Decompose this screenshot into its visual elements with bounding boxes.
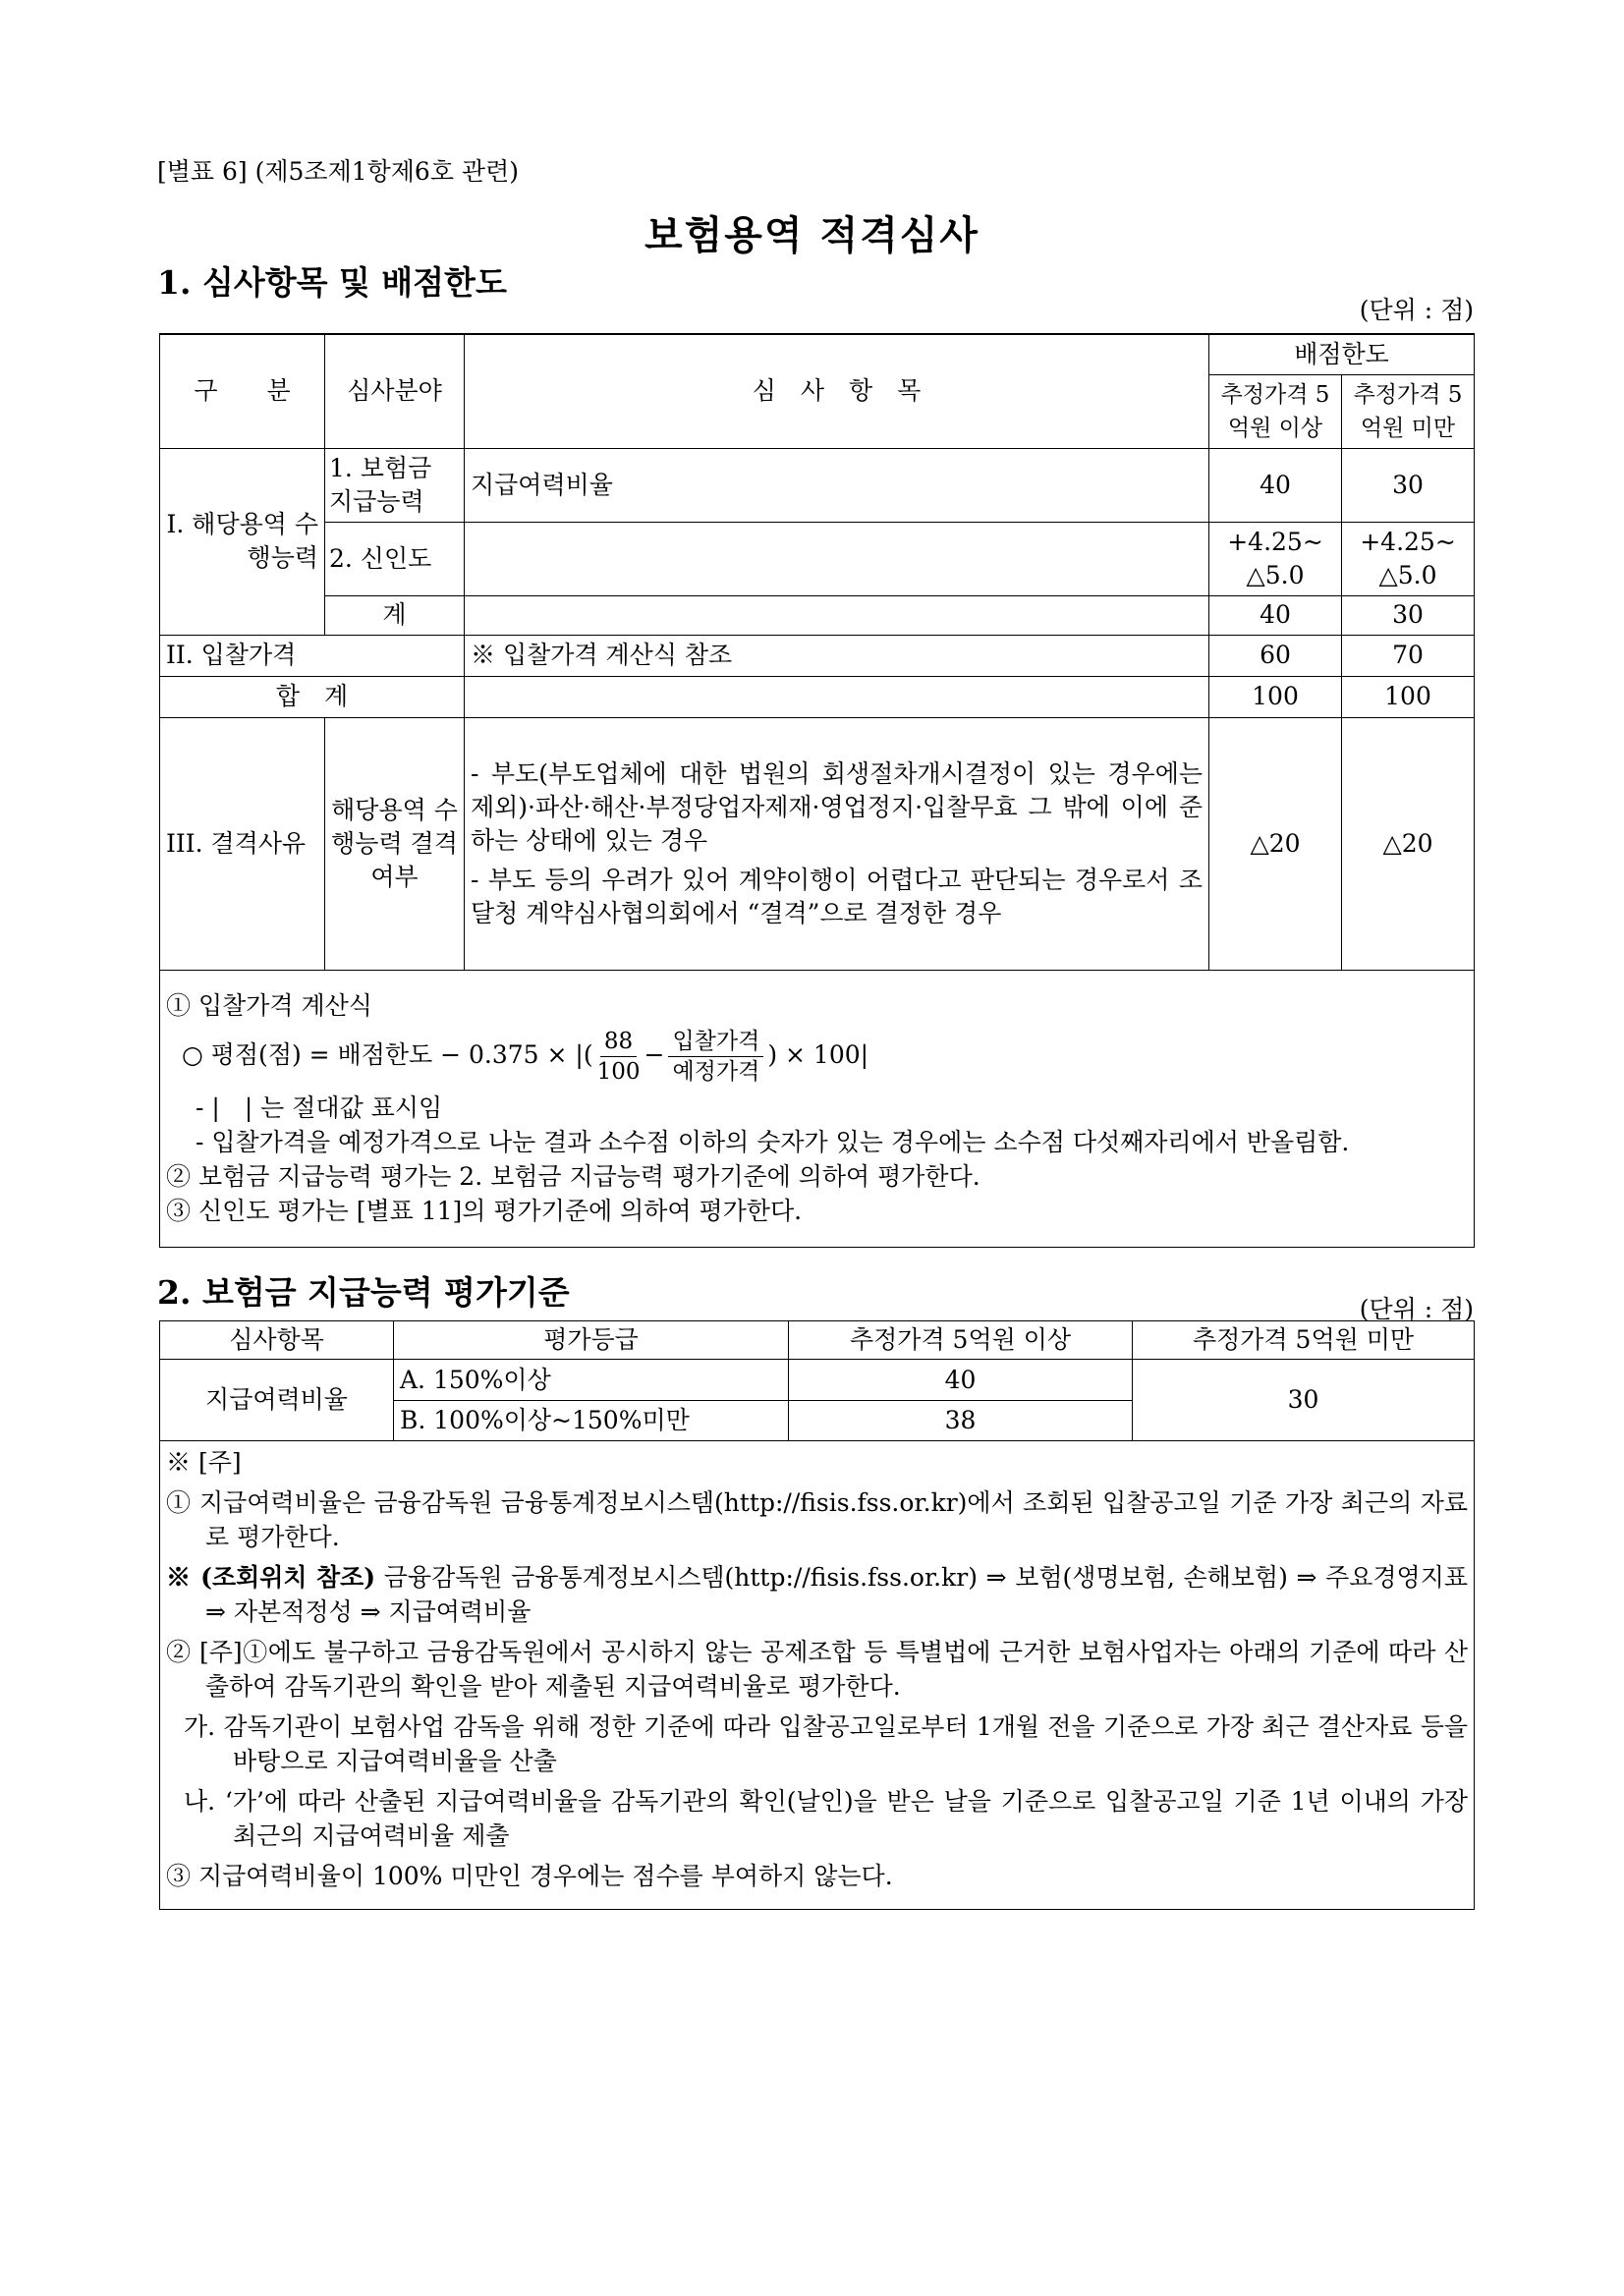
cat3-item2: - 부도 등의 우려가 있어 계약이행이 어렵다고 판단되는 경우로서 조달청 계약심사협의회에서 “결격”으로 결정한 경우 — [471, 865, 1203, 927]
header-under5: 추정가격 5억원 미만 — [1342, 374, 1475, 448]
header-limit: 배점한도 — [1209, 334, 1475, 374]
notes-head: ※ [주] — [166, 1448, 242, 1477]
cat2-label: II. 입찰가격 — [160, 635, 465, 676]
s2-note1: ① 지급여력비율은 금융감독원 금융통계정보시스템(http://fisis.fss.or.kr)에서 조회된 입찰공고일 기준 가장 최근의 자료로 평가한다. — [166, 1488, 1468, 1551]
page-title: 보험용역 적격심사 — [644, 212, 980, 258]
total-under: 100 — [1342, 676, 1475, 717]
section2-notes — [160, 1441, 1475, 1910]
grade-b: B. 100%이상~150%미만 — [394, 1401, 789, 1441]
s2-note2-ga: 가. 감독기관이 보험사업 감독을 위해 정한 기준에 따라 입찰공고일로부터 1개월 전을 기준으로 가장 최근 결산자료 등을 바탕으로 지급여력비율을 산출 — [184, 1712, 1468, 1775]
note2: ② 보험금 지급능력 평가는 2. 보험금 지급능력 평가기준에 의하여 평가한다. — [166, 1162, 980, 1191]
formula-suffix: ) × 100| — [767, 1040, 869, 1069]
r2-under: +4.25~ △5.0 — [1342, 522, 1475, 595]
cat2-under: 70 — [1342, 635, 1475, 676]
bid-price-formula — [166, 1027, 1468, 1087]
header-over5: 추정가격 5억원 이상 — [1209, 374, 1342, 448]
abs-note: - | | 는 절대값 표시임 — [196, 1093, 443, 1122]
cat3-label: III. 결격사유 — [160, 717, 325, 970]
scoring-table — [159, 333, 1475, 1248]
cat3-over: △20 — [1209, 717, 1342, 970]
fraction-bid-estimate — [668, 1027, 763, 1087]
h-over5: 추정가격 5억원 이상 — [789, 1321, 1133, 1360]
s2-note2: ② [주]①에도 불구하고 금융감독원에서 공시하지 않는 공제조합 등 특별법에 근거한 보험사업자는 아래의 기준에 따라 산출하여 감독기관의 확인을 받아 제출된 지급여력비율로 평가한다. — [166, 1638, 1468, 1701]
h-under5: 추정가격 5억원 미만 — [1133, 1321, 1475, 1360]
s2-ref — [166, 1560, 1468, 1629]
section2-unit: (단위 : 점) — [1359, 1295, 1474, 1323]
cat3-field: 해당용역 수행능력 결격여부 — [325, 717, 465, 970]
section1-notes — [160, 970, 1475, 1247]
frac2-num: 입찰가격 — [668, 1027, 763, 1057]
s2-note2-na: 나. ‘가’에 따라 산출된 지급여력비율을 감독기관의 확인(날인)을 받은 날을 기준으로 입찰공고일 기준 1년 이내의 가장 최근의 지급여력비율 제출 — [184, 1787, 1468, 1850]
section1-heading: 1. 심사항목 및 배점한도 — [157, 263, 507, 302]
subtotal-over: 40 — [1209, 595, 1342, 635]
cat3-under: △20 — [1342, 717, 1475, 970]
cat2-item: ※ 입찰가격 계산식 참조 — [465, 635, 1209, 676]
cat2-over: 60 — [1209, 635, 1342, 676]
fraction-88-100 — [597, 1027, 641, 1087]
r1-over: 40 — [1209, 448, 1342, 522]
s2-note3: ③ 지급여력비율이 100% 미만인 경우에는 점수를 부여하지 않는다. — [166, 1862, 893, 1890]
total-label: 합 계 — [160, 676, 465, 717]
frac1-num: 88 — [600, 1027, 637, 1057]
header-category: 구 분 — [160, 334, 325, 448]
note1-title: ① 입찰가격 계산식 — [166, 991, 372, 1020]
r1-item: 지급여력비율 — [465, 448, 1209, 522]
cat3-item1: - 부도(부도업체에 대한 법원의 회생절차개시결정이 있는 경우에는 제외)·파산·해산·부정당업자제재·영업정지·입찰무효 그 밖에 이에 준하는 상태에 있는 경우 — [471, 758, 1203, 855]
h-item: 심사항목 — [160, 1321, 394, 1360]
section1-unit: (단위 : 점) — [1359, 296, 1474, 324]
h-grade: 평가등급 — [394, 1321, 789, 1360]
annex-label: [별표 6] (제5조제1항제6호 관련) — [157, 157, 519, 186]
r2-field: 2. 신인도 — [325, 522, 465, 595]
section2-heading: 2. 보험금 지급능력 평가기준 — [157, 1273, 570, 1312]
total-over: 100 — [1209, 676, 1342, 717]
subtotal-under: 30 — [1342, 595, 1475, 635]
subtotal-item — [465, 595, 1209, 635]
header-field: 심사분야 — [325, 334, 465, 448]
r1-field: 1. 보험금 지급능력 — [325, 448, 465, 522]
grade-b-over: 38 — [789, 1401, 1133, 1441]
formula-prefix: ○ 평점(점) = 배점한도 − 0.375 × |( — [182, 1040, 593, 1069]
grade-a-over: 40 — [789, 1360, 1133, 1401]
cat1-label: I. 해당용역 수행능력 — [160, 448, 325, 635]
solvency-table — [159, 1320, 1475, 1910]
r2-item — [465, 522, 1209, 595]
frac2-den: 예정가격 — [672, 1059, 760, 1085]
ref-label: ※ (조회위치 참조) — [166, 1563, 376, 1592]
grade-a: A. 150%이상 — [394, 1360, 789, 1401]
frac1-den: 100 — [596, 1059, 641, 1085]
r1-under: 30 — [1342, 448, 1475, 522]
ref-path: 금융감독원 금융통계정보시스템(http://fisis.fss.or.kr) ⇒ 보험(생명보험, 손해보험) ⇒ 주요경영지표 ⇒ 자본적정성 ⇒ 지급여력비율 — [205, 1563, 1468, 1626]
round-note: - 입찰가격을 예정가격으로 나눈 결과 소수점 이하의 숫자가 있는 경우에는 소수점 다섯째자리에서 반올림함. — [196, 1128, 1350, 1156]
r2-over: +4.25~ △5.0 — [1209, 522, 1342, 595]
note3: ③ 신인도 평가는 [별표 11]의 평가기준에 의하여 평가한다. — [166, 1197, 803, 1225]
formula-minus: − — [644, 1040, 665, 1069]
header-items: 심 사 항 목 — [465, 334, 1209, 448]
total-item — [465, 676, 1209, 717]
under-score: 30 — [1133, 1360, 1475, 1441]
solvency-item: 지급여력비율 — [160, 1360, 394, 1441]
subtotal-label: 계 — [325, 595, 465, 635]
